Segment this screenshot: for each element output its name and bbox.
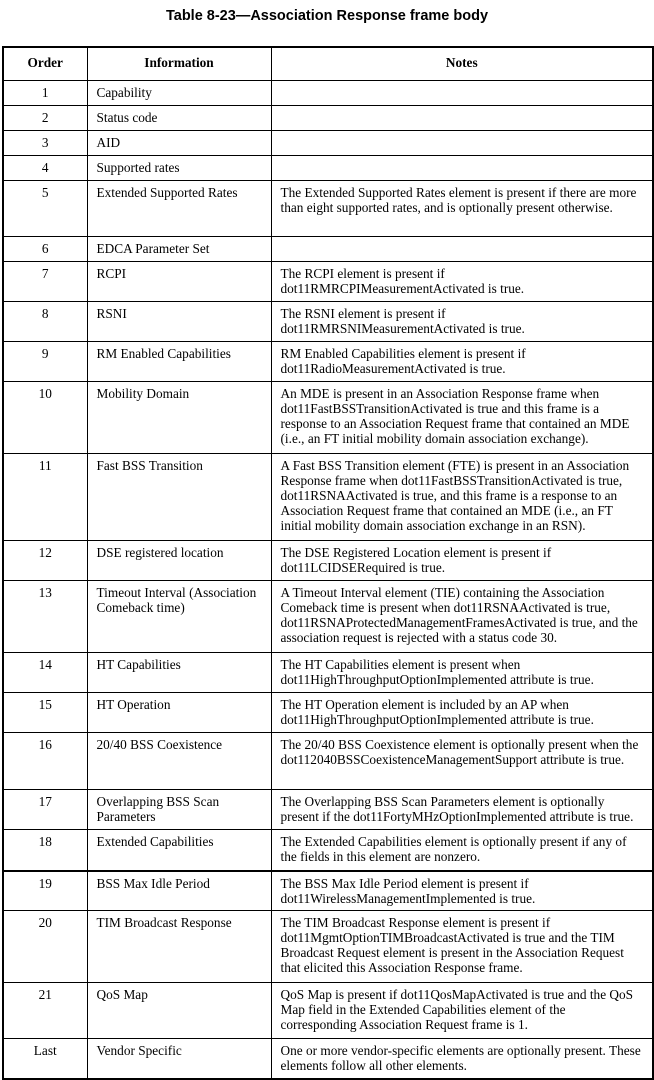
row-information: Mobility Domain — [87, 382, 271, 454]
table-row — [3, 237, 653, 262]
row-information: 20/40 BSS Coexistence — [87, 733, 271, 790]
row-notes: One or more vendor-specific elements are optionally present. These elements follow all other elements. — [271, 1039, 653, 1079]
row-order: 16 — [3, 733, 87, 790]
table-row — [3, 382, 653, 454]
table-row — [3, 733, 653, 790]
row-notes: The 20/40 BSS Coexistence element is optionally present when the dot112040BSSCoexistenceManagementSupport attribute is true. — [271, 733, 653, 790]
row-information: Timeout Interval (Association Comeback time) — [87, 581, 271, 653]
table-row — [3, 181, 653, 237]
row-notes — [271, 131, 653, 156]
table-row — [3, 830, 653, 871]
row-information: RSNI — [87, 302, 271, 342]
row-notes: A Timeout Interval element (TIE) containing the Association Comeback time is present when dot11RSNAActivated is true, dot11RSNAProtectedManagementFramesActivated is true, and the association request is rejected with a status code 30. — [271, 581, 653, 653]
row-notes: The BSS Max Idle Period element is present if dot11WirelessManagementImplemented is true. — [271, 871, 653, 911]
row-information: RCPI — [87, 262, 271, 302]
row-information: Extended Supported Rates — [87, 181, 271, 237]
row-order: 9 — [3, 342, 87, 382]
row-order: 10 — [3, 382, 87, 454]
row-notes: An MDE is present in an Association Response frame when dot11FastBSSTransitionActivated is true and this frame is a response to an Association Request frame that contained an MDE (i.e., an FT initial mobility domain association exchange). — [271, 382, 653, 454]
row-information: Extended Capabilities — [87, 830, 271, 871]
row-information: AID — [87, 131, 271, 156]
row-notes — [271, 237, 653, 262]
row-order: 13 — [3, 581, 87, 653]
table-row — [3, 302, 653, 342]
row-notes: The RCPI element is present if dot11RMRCPIMeasurementActivated is true. — [271, 262, 653, 302]
row-order: 19 — [3, 871, 87, 911]
table-row — [3, 983, 653, 1039]
row-notes: The DSE Registered Location element is present if dot11LCIDSERequired is true. — [271, 541, 653, 581]
row-order: 15 — [3, 693, 87, 733]
table-row — [3, 131, 653, 156]
table-row — [3, 653, 653, 693]
row-order: 8 — [3, 302, 87, 342]
row-information: Supported rates — [87, 156, 271, 181]
table-row — [3, 454, 653, 541]
row-information: EDCA Parameter Set — [87, 237, 271, 262]
header-information: Information — [87, 47, 271, 81]
row-notes: The Extended Capabilities element is optionally present if any of the fields in this element are nonzero. — [271, 830, 653, 871]
table-row — [3, 262, 653, 302]
table-row — [3, 693, 653, 733]
row-information: Vendor Specific — [87, 1039, 271, 1079]
association-response-table — [2, 46, 654, 1080]
table-row — [3, 871, 653, 911]
row-order: 18 — [3, 830, 87, 871]
row-notes: The HT Operation element is included by an AP when dot11HighThroughputOptionImplemented attribute is true. — [271, 693, 653, 733]
row-information: BSS Max Idle Period — [87, 871, 271, 911]
row-information: HT Capabilities — [87, 653, 271, 693]
row-information: Fast BSS Transition — [87, 454, 271, 541]
row-notes — [271, 156, 653, 181]
row-information: TIM Broadcast Response — [87, 911, 271, 983]
header-notes: Notes — [271, 47, 653, 81]
row-information: RM Enabled Capabilities — [87, 342, 271, 382]
row-order: 2 — [3, 106, 87, 131]
table-row — [3, 342, 653, 382]
header-order: Order — [3, 47, 87, 81]
row-notes: The Extended Supported Rates element is present if there are more than eight supported rates, and is optionally present otherwise. — [271, 181, 653, 237]
row-order: 11 — [3, 454, 87, 541]
row-information: DSE registered location — [87, 541, 271, 581]
row-notes — [271, 81, 653, 106]
row-order: 12 — [3, 541, 87, 581]
table-caption: Table 8-23—Association Response frame body — [165, 8, 489, 24]
row-notes: The HT Capabilities element is present when dot11HighThroughputOptionImplemented attribute is true. — [271, 653, 653, 693]
row-notes — [271, 106, 653, 131]
row-order: 17 — [3, 790, 87, 830]
row-information: Status code — [87, 106, 271, 131]
row-order: 1 — [3, 81, 87, 106]
row-notes: QoS Map is present if dot11QosMapActivated is true and the QoS Map field in the Extended Capabilities element of the corresponding Association Request frame is 1. — [271, 983, 653, 1039]
row-order: 4 — [3, 156, 87, 181]
row-order: 3 — [3, 131, 87, 156]
table-header-row — [3, 47, 653, 81]
row-order: 14 — [3, 653, 87, 693]
row-information: HT Operation — [87, 693, 271, 733]
row-information: QoS Map — [87, 983, 271, 1039]
row-notes: A Fast BSS Transition element (FTE) is present in an Association Response frame when dot11FastBSSTransitionActivated is true, dot11RSNAActivated is true, and this frame is a response to an Association Request frame that contained an MDE (i.e., an FT initial mobility domain association exchange in an RSN). — [271, 454, 653, 541]
row-order: 6 — [3, 237, 87, 262]
row-information: Overlapping BSS Scan Parameters — [87, 790, 271, 830]
row-order: 20 — [3, 911, 87, 983]
row-notes: The Overlapping BSS Scan Parameters element is optionally present if the dot11FortyMHzOptionImplemented attribute is true. — [271, 790, 653, 830]
table-row — [3, 81, 653, 106]
table-row — [3, 156, 653, 181]
table-row — [3, 911, 653, 983]
table-row — [3, 541, 653, 581]
row-notes: RM Enabled Capabilities element is present if dot11RadioMeasurementActivated is true. — [271, 342, 653, 382]
table-row — [3, 1039, 653, 1079]
row-information: Capability — [87, 81, 271, 106]
row-order: Last — [3, 1039, 87, 1079]
table-row — [3, 790, 653, 830]
row-order: 5 — [3, 181, 87, 237]
row-notes: The RSNI element is present if dot11RMRSNIMeasurementActivated is true. — [271, 302, 653, 342]
table-row — [3, 581, 653, 653]
row-order: 7 — [3, 262, 87, 302]
row-order: 21 — [3, 983, 87, 1039]
table-row — [3, 106, 653, 131]
row-notes: The TIM Broadcast Response element is present if dot11MgmtOptionTIMBroadcastActivated is true and the TIM Broadcast Request element is present in the Association Request that elicited this Association Response frame. — [271, 911, 653, 983]
